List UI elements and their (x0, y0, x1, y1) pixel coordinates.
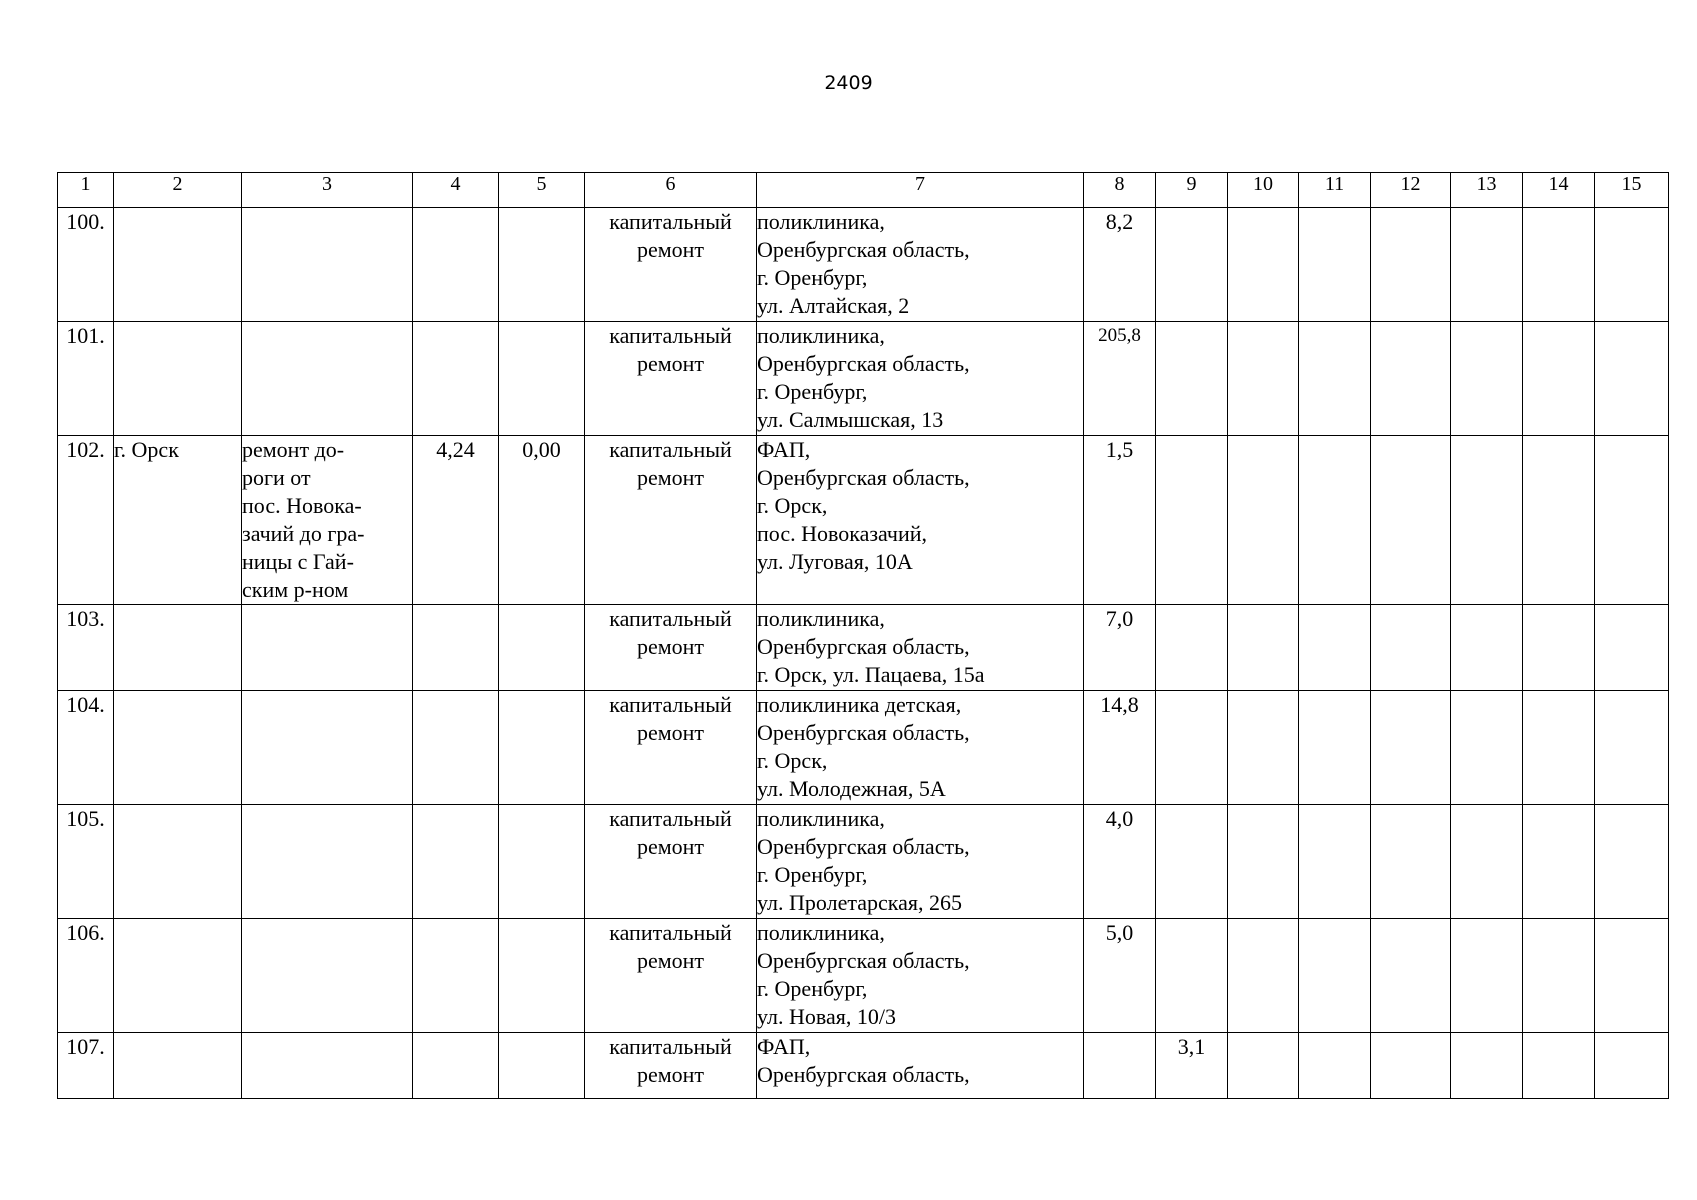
col11-cell (1299, 691, 1371, 805)
road-cell (242, 605, 413, 691)
object-cell (757, 605, 1084, 691)
object-cell (757, 208, 1084, 322)
district-cell (114, 605, 242, 691)
work-type-cell-line: капитальный (609, 920, 732, 945)
district-cell (114, 1033, 242, 1099)
column-header-2: 2 (114, 173, 242, 208)
object-cell-line: ул. Луговая, 10А (757, 549, 913, 574)
table-row (58, 436, 1669, 605)
col15-cell (1595, 691, 1669, 805)
column-header-3: 3 (242, 173, 413, 208)
table-row (58, 691, 1669, 805)
object-cell-line: ул. Салмышская, 13 (757, 407, 944, 432)
work-type-cell-line: ремонт (636, 351, 705, 376)
col8-cell (1084, 1033, 1156, 1099)
col10-cell (1228, 208, 1299, 322)
col9-cell (1156, 919, 1228, 1033)
col14-cell (1523, 208, 1595, 322)
road-cell-line: роги от (242, 465, 311, 490)
col8-cell: 4,0 (1084, 805, 1156, 919)
column-header-4: 4 (413, 173, 499, 208)
col12-cell (1371, 691, 1451, 805)
road-cell-line: пос. Новока- (242, 493, 362, 518)
object-cell-line: поликлиника, (757, 323, 885, 348)
table-row (58, 919, 1669, 1033)
col13-cell (1451, 691, 1523, 805)
work-type-cell-line: ремонт (636, 634, 705, 659)
col12-cell (1371, 919, 1451, 1033)
object-cell-line: Оренбургская область, (757, 720, 970, 745)
object-cell-line: г. Оренбург, (757, 976, 868, 1001)
col14-cell (1523, 919, 1595, 1033)
road-cell-line: ским р-ном (242, 577, 349, 602)
col8-cell: 7,0 (1084, 605, 1156, 691)
object-cell-line: г. Оренбург, (757, 265, 868, 290)
work-type-cell (585, 436, 757, 605)
col14-cell (1523, 1033, 1595, 1099)
table-row (58, 1033, 1669, 1099)
road-cell (242, 208, 413, 322)
col15-cell (1595, 805, 1669, 919)
col10-cell (1228, 805, 1299, 919)
table-row (58, 605, 1669, 691)
object-cell (757, 1033, 1084, 1099)
work-type-cell (585, 605, 757, 691)
col15-cell (1595, 605, 1669, 691)
row-number: 103. (58, 605, 114, 691)
district-cell (114, 805, 242, 919)
col15-cell (1595, 208, 1669, 322)
object-cell-line: ФАП, (757, 1034, 811, 1059)
col4-cell (413, 919, 499, 1033)
column-header-15: 15 (1595, 173, 1669, 208)
object-cell-line: поликлиника, (757, 606, 885, 631)
col8-cell: 205,8 (1084, 322, 1156, 436)
col4-cell: 4,24 (413, 436, 499, 605)
district-cell (114, 208, 242, 322)
column-header-14: 14 (1523, 173, 1595, 208)
column-header-11: 11 (1299, 173, 1371, 208)
col5-cell (499, 919, 585, 1033)
road-cell (242, 436, 413, 605)
col15-cell (1595, 919, 1669, 1033)
row-number: 100. (58, 208, 114, 322)
column-header-7: 7 (757, 173, 1084, 208)
col11-cell (1299, 919, 1371, 1033)
object-cell-line: поликлиника, (757, 920, 885, 945)
object-cell-line: ул. Молодежная, 5А (757, 776, 946, 801)
col11-cell (1299, 1033, 1371, 1099)
work-type-cell-line: капитальный (609, 437, 732, 462)
object-cell-line: г. Орск, (757, 493, 828, 518)
object-cell-line: Оренбургская область, (757, 634, 970, 659)
col4-cell (413, 1033, 499, 1099)
col9-cell (1156, 436, 1228, 605)
district-cell (114, 322, 242, 436)
col12-cell (1371, 1033, 1451, 1099)
row-number: 105. (58, 805, 114, 919)
object-cell (757, 436, 1084, 605)
district-cell (114, 436, 242, 605)
col14-cell (1523, 805, 1595, 919)
col11-cell (1299, 436, 1371, 605)
object-cell-line: Оренбургская область, (757, 465, 970, 490)
col14-cell (1523, 436, 1595, 605)
col10-cell (1228, 605, 1299, 691)
col10-cell (1228, 1033, 1299, 1099)
col11-cell (1299, 605, 1371, 691)
object-cell (757, 322, 1084, 436)
col4-cell (413, 805, 499, 919)
work-type-cell (585, 322, 757, 436)
object-cell-line: Оренбургская область, (757, 237, 970, 262)
col12-cell (1371, 605, 1451, 691)
col13-cell (1451, 436, 1523, 605)
work-type-cell-line: капитальный (609, 692, 732, 717)
work-type-cell-line: капитальный (609, 606, 732, 631)
data-table (57, 172, 1669, 1099)
object-cell-line: поликлиника, (757, 209, 885, 234)
col5-cell (499, 322, 585, 436)
table-row (58, 322, 1669, 436)
column-header-10: 10 (1228, 173, 1299, 208)
column-header-9: 9 (1156, 173, 1228, 208)
col15-cell (1595, 1033, 1669, 1099)
object-cell-line: г. Оренбург, (757, 379, 868, 404)
col12-cell (1371, 436, 1451, 605)
col12-cell (1371, 322, 1451, 436)
object-cell-line: Оренбургская область, (757, 351, 970, 376)
road-cell (242, 1033, 413, 1099)
column-header-8: 8 (1084, 173, 1156, 208)
object-cell (757, 691, 1084, 805)
table-body (58, 208, 1669, 1099)
work-type-cell (585, 208, 757, 322)
work-type-cell (585, 919, 757, 1033)
district-cell (114, 919, 242, 1033)
work-type-cell-line: ремонт (636, 237, 705, 262)
work-type-cell-line: капитальный (609, 806, 732, 831)
col14-cell (1523, 605, 1595, 691)
district-cell-line: г. Орск (114, 437, 179, 462)
road-cell (242, 691, 413, 805)
col8-cell: 5,0 (1084, 919, 1156, 1033)
col15-cell (1595, 436, 1669, 605)
object-cell-line: г. Орск, ул. Пацаева, 15а (757, 662, 985, 687)
col10-cell (1228, 919, 1299, 1033)
road-cell-line: ремонт до- (242, 437, 345, 462)
object-cell-line: поликлиника, (757, 806, 885, 831)
col8-cell: 14,8 (1084, 691, 1156, 805)
col4-cell (413, 322, 499, 436)
col12-cell (1371, 208, 1451, 322)
col10-cell (1228, 691, 1299, 805)
col8-cell: 1,5 (1084, 436, 1156, 605)
col5-cell (499, 605, 585, 691)
row-number: 107. (58, 1033, 114, 1099)
col11-cell (1299, 322, 1371, 436)
col15-cell (1595, 322, 1669, 436)
work-type-cell (585, 1033, 757, 1099)
object-cell-line: Оренбургская область, (757, 834, 970, 859)
col13-cell (1451, 1033, 1523, 1099)
object-cell-line: пос. Новоказачий, (757, 521, 928, 546)
road-cell (242, 805, 413, 919)
col9-cell: 3,1 (1156, 1033, 1228, 1099)
road-cell-line: зачий до гра- (242, 521, 365, 546)
table-row (58, 208, 1669, 322)
col11-cell (1299, 208, 1371, 322)
col5-cell (499, 805, 585, 919)
col10-cell (1228, 322, 1299, 436)
work-type-cell (585, 805, 757, 919)
work-type-cell-line: капитальный (609, 323, 732, 348)
row-number: 101. (58, 322, 114, 436)
object-cell (757, 919, 1084, 1033)
work-type-cell-line: капитальный (609, 209, 732, 234)
col4-cell (413, 691, 499, 805)
row-number: 104. (58, 691, 114, 805)
col13-cell (1451, 919, 1523, 1033)
col9-cell (1156, 208, 1228, 322)
column-header-5: 5 (499, 173, 585, 208)
table-row (58, 805, 1669, 919)
object-cell-line: Оренбургская область, (757, 1062, 970, 1087)
col13-cell (1451, 208, 1523, 322)
work-type-cell-line: ремонт (636, 720, 705, 745)
object-cell-line: Оренбургская область, (757, 948, 970, 973)
col9-cell (1156, 605, 1228, 691)
district-cell (114, 691, 242, 805)
road-cell (242, 322, 413, 436)
col4-cell (413, 208, 499, 322)
work-type-cell-line: ремонт (636, 948, 705, 973)
col9-cell (1156, 805, 1228, 919)
col13-cell (1451, 322, 1523, 436)
object-cell-line: ФАП, (757, 437, 811, 462)
col11-cell (1299, 805, 1371, 919)
col9-cell (1156, 322, 1228, 436)
column-header-1: 1 (58, 173, 114, 208)
column-header-13: 13 (1451, 173, 1523, 208)
object-cell-line: ул. Алтайская, 2 (757, 293, 910, 318)
col10-cell (1228, 436, 1299, 605)
col13-cell (1451, 805, 1523, 919)
col14-cell (1523, 322, 1595, 436)
work-type-cell-line: ремонт (636, 1062, 705, 1087)
col5-cell (499, 208, 585, 322)
col13-cell (1451, 605, 1523, 691)
object-cell (757, 805, 1084, 919)
col4-cell (413, 605, 499, 691)
col9-cell (1156, 691, 1228, 805)
row-number: 102. (58, 436, 114, 605)
col5-cell (499, 691, 585, 805)
column-header-6: 6 (585, 173, 757, 208)
col8-cell: 8,2 (1084, 208, 1156, 322)
object-cell-line: г. Оренбург, (757, 862, 868, 887)
object-cell-line: поликлиника детская, (757, 692, 962, 717)
work-type-cell-line: капитальный (609, 1034, 732, 1059)
header-row (58, 173, 1669, 208)
col5-cell (499, 1033, 585, 1099)
col5-cell: 0,00 (499, 436, 585, 605)
row-number: 106. (58, 919, 114, 1033)
page-number: 2409 (824, 72, 873, 94)
road-cell (242, 919, 413, 1033)
col12-cell (1371, 805, 1451, 919)
object-cell-line: г. Орск, (757, 748, 828, 773)
column-header-12: 12 (1371, 173, 1451, 208)
work-type-cell-line: ремонт (636, 834, 705, 859)
object-cell-line: ул. Пролетарская, 265 (757, 890, 963, 915)
object-cell-line: ул. Новая, 10/3 (757, 1004, 896, 1029)
work-type-cell-line: ремонт (636, 465, 705, 490)
work-type-cell (585, 691, 757, 805)
road-cell-line: ницы с Гай- (242, 549, 354, 574)
col14-cell (1523, 691, 1595, 805)
